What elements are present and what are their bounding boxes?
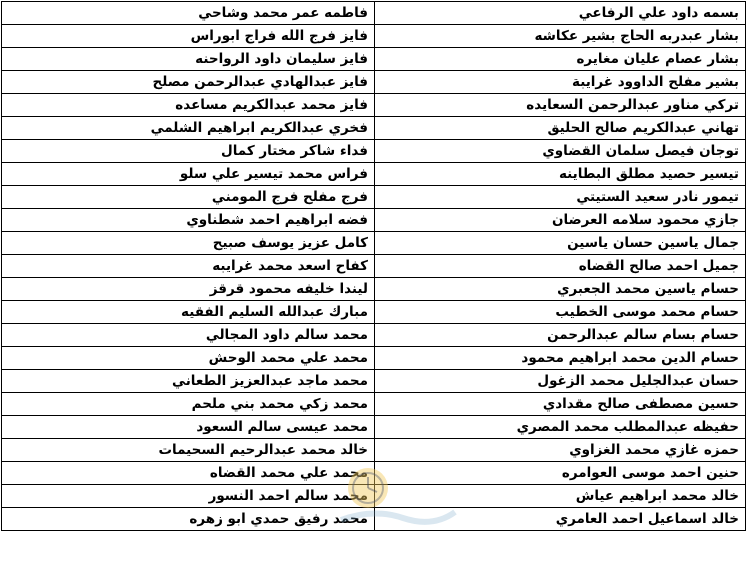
table-row: [2, 485, 746, 508]
table-row: [2, 140, 746, 163]
name-cell-left: فراس محمد تيسير علي سلو: [2, 163, 375, 186]
name-cell-right: جميل احمد صالح القضاه: [375, 255, 746, 278]
name-cell-right: تركي مناور عبدالرحمن السعايده: [375, 94, 746, 117]
table-row: [2, 232, 746, 255]
table-row: [2, 508, 746, 531]
table-row: [2, 48, 746, 71]
table-row: [2, 324, 746, 347]
table-row: [2, 370, 746, 393]
name-cell-right: تيمور نادر سعيد الستيتي: [375, 186, 746, 209]
table-row: [2, 2, 746, 25]
name-cell-right: جمال ياسين حسان ياسين: [375, 232, 746, 255]
name-cell-left: كفاح اسعد محمد غرايبه: [2, 255, 375, 278]
table-row: [2, 117, 746, 140]
name-cell-right: حسان عبدالجليل محمد الزغول: [375, 370, 746, 393]
table-row: [2, 301, 746, 324]
names-table: [1, 1, 746, 531]
name-cell-right: تيسير حصيد مطلق البطاينه: [375, 163, 746, 186]
name-cell-left: محمد ماجد عبدالعزيز الطعاني: [2, 370, 375, 393]
table-row: [2, 94, 746, 117]
names-table-body: [2, 2, 746, 531]
name-cell-left: محمد عيسى سالم السعود: [2, 416, 375, 439]
table-row: [2, 186, 746, 209]
name-cell-left: فخري عبدالكريم ابراهيم الشلمي: [2, 117, 375, 140]
table-row: [2, 25, 746, 48]
name-cell-left: فايز فرج الله فراج ابوراس: [2, 25, 375, 48]
name-cell-left: فداء شاكر مختار كمال: [2, 140, 375, 163]
name-cell-left: محمد سالم داود المجالي: [2, 324, 375, 347]
name-cell-right: حسام بسام سالم عبدالرحمن: [375, 324, 746, 347]
table-row: [2, 71, 746, 94]
table-row: [2, 278, 746, 301]
name-cell-right: جازي محمود سلامه العرضان: [375, 209, 746, 232]
name-cell-left: خالد محمد عبدالرحيم السحيمات: [2, 439, 375, 462]
name-cell-right: حنين احمد موسى العوامره: [375, 462, 746, 485]
table-row: [2, 163, 746, 186]
name-cell-left: فايز عبدالهادي عبدالرحمن مصلح: [2, 71, 375, 94]
name-cell-right: حسام ياسين محمد الجعبري: [375, 278, 746, 301]
name-cell-right: تهاني عبدالكريم صالح الحليق: [375, 117, 746, 140]
name-cell-right: حفيظه عبدالمطلب محمد المصري: [375, 416, 746, 439]
name-cell-left: محمد سالم احمد النسور: [2, 485, 375, 508]
name-cell-left: محمد علي محمد القضاه: [2, 462, 375, 485]
table-row: [2, 347, 746, 370]
name-cell-right: بشير مفلح الداوود غرايبة: [375, 71, 746, 94]
name-cell-left: فايز سليمان داود الرواحنه: [2, 48, 375, 71]
name-cell-right: حمزه غازي محمد الغزاوي: [375, 439, 746, 462]
table-row: [2, 209, 746, 232]
table-row: [2, 255, 746, 278]
table-row: [2, 462, 746, 485]
name-cell-left: محمد علي محمد الوحش: [2, 347, 375, 370]
name-cell-right: توجان فيصل سلمان القضاوي: [375, 140, 746, 163]
table-row: [2, 416, 746, 439]
name-cell-left: محمد زكي محمد بني ملحم: [2, 393, 375, 416]
name-cell-left: فرج مفلح فرج المومني: [2, 186, 375, 209]
name-cell-right: خالد اسماعيل احمد العامري: [375, 508, 746, 531]
name-cell-right: حسين مصطفى صالح مقدادي: [375, 393, 746, 416]
name-cell-left: فاطمه عمر محمد وشاحي: [2, 2, 375, 25]
name-cell-left: فايز محمد عبدالكريم مساعده: [2, 94, 375, 117]
name-cell-left: محمد رفيق حمدي ابو زهره: [2, 508, 375, 531]
name-cell-left: فضه ابراهيم احمد شطناوي: [2, 209, 375, 232]
name-cell-right: بسمه داود علي الرفاعي: [375, 2, 746, 25]
table-row: [2, 393, 746, 416]
name-cell-right: خالد محمد ابراهيم عياش: [375, 485, 746, 508]
name-cell-left: ليندا خليفه محمود قرقز: [2, 278, 375, 301]
name-cell-right: حسام محمد موسى الخطيب: [375, 301, 746, 324]
table-row: [2, 439, 746, 462]
name-cell-right: حسام الدين محمد ابراهيم محمود: [375, 347, 746, 370]
name-cell-left: مبارك عبدالله السليم الفقيه: [2, 301, 375, 324]
name-cell-right: بشار عبدربه الحاج بشير عكاشه: [375, 25, 746, 48]
name-cell-right: بشار عصام عليان مغايره: [375, 48, 746, 71]
name-cell-left: كامل عزيز يوسف صبيح: [2, 232, 375, 255]
